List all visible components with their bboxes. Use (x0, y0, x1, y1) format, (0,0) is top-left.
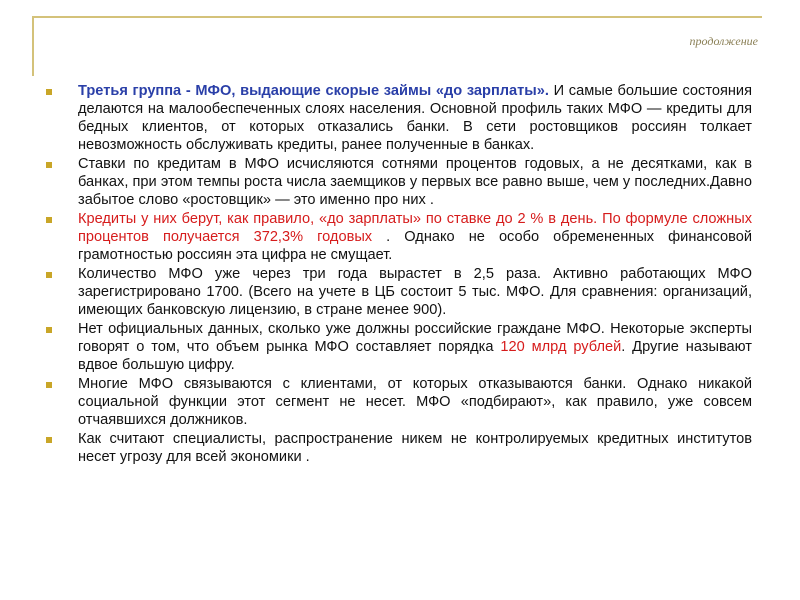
bullet-marker (46, 217, 52, 223)
bullet-marker (46, 272, 52, 278)
bullet-text: Количество МФО уже через три года вырастет в 2,5 раза. Активно работающих МФО зарегистрировано 1700. (Всего на учете в ЦБ состоит 5 тыс. МФО. Для сравнения: организаций, имеющих банковскую лицензию, в стране менее 900). (78, 266, 752, 318)
bullet-item-1 (40, 82, 752, 154)
bullet-marker (46, 437, 52, 443)
bullet-highlight: Кредиты у них берут, как правило, «до зарплаты» по ставке до 2 % в день. По формуле сложных процентов получается 372,3% годовых (78, 211, 752, 245)
bullet-item-3 (40, 210, 752, 264)
bullet-text: Нет официальных данных, сколько уже должны российские граждане МФО. Некоторые эксперты говорят о том, что объем рынка МФО составляет порядка (78, 321, 752, 355)
bullet-text: И самые большие состояния делаются на малообеспеченных слоях населения. Основной профиль таких МФО — кредиты для бедных клиентов, от которых отказались банки. В сети ростовщиков россиян толкает невозможность обслуживать кредиты, ранее полученные в банках. (78, 83, 752, 153)
bullet-text: Как считают специалисты, распространение никем не контролируемых кредитных институтов несет угрозу для всей экономики . (78, 431, 752, 465)
bullet-highlight: 120 млрд рублей (500, 339, 622, 355)
bullet-marker (46, 327, 52, 333)
bullet-item-4 (40, 265, 752, 319)
bullet-item-2 (40, 155, 752, 209)
bullet-list (40, 82, 752, 467)
bullet-item-5 (40, 320, 752, 374)
bullet-marker (46, 162, 52, 168)
bullet-text: . Другие называют вдвое большую цифру. (78, 339, 752, 373)
bullet-text: Ставки по кредитам в МФО исчисляются сотнями процентов годовых, а не десятками, как в банках, при этом темпы роста числа заемщиков у первых все равно выше, чем у последних.Давно забытое слово «ростовщик» — это именно про них . (78, 156, 752, 208)
bullet-item-6 (40, 375, 752, 429)
frame-left-line (32, 16, 34, 76)
header-label: продолжение (689, 34, 758, 48)
bullet-item-7 (40, 430, 752, 466)
bullet-text: . Однако не особо обремененных финансовой грамотностью россиян эта цифра не смущает. (78, 229, 752, 263)
bullet-text: Многие МФО связываются с клиентами, от которых отказываются банки. Однако никакой социальной функции этот сегмент не несет. МФО «подбирают», как правило, уже совсем отчаявшихся должников. (78, 376, 752, 428)
bullet-marker (46, 382, 52, 388)
bullet-marker (46, 89, 52, 95)
frame-top-line (32, 16, 762, 18)
bullet-highlight: Третья группа - МФО, выдающие скорые займы «до зарплаты». (78, 83, 549, 99)
